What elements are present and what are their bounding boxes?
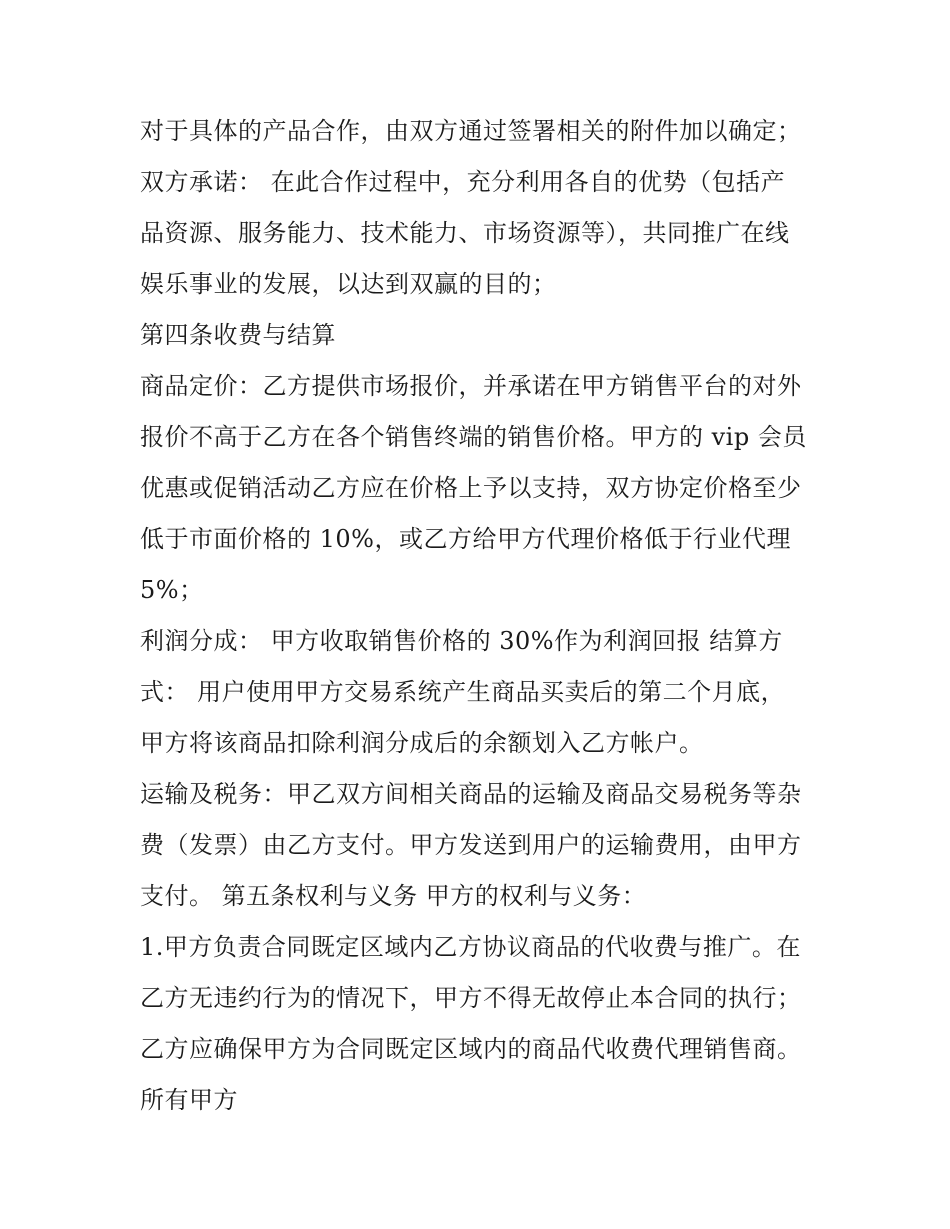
section-heading: 第四条收费与结算 [140, 321, 336, 349]
document-body [140, 106, 820, 1126]
text-line: 对于具体的产品合作，由双方通过签署相关的附件加以确定； [140, 117, 802, 145]
text-line: 娱乐事业的发展，以达到双赢的目的； [140, 270, 557, 298]
text-line: 双方承诺： 在此合作过程中，充分利用各自的优势（包括产 [140, 168, 786, 196]
text-line: 式： 用户使用甲方交易系统产生商品买卖后的第二个月底， [140, 678, 786, 706]
text-line: 5%； [140, 576, 204, 604]
text-line: 所有甲方 [140, 1086, 238, 1114]
text-line: 费（发票）由乙方支付。甲方发送到用户的运输费用，由甲方 [140, 831, 802, 859]
text-line: 甲方将该商品扣除利润分成后的余额划入乙方帐户。 [140, 729, 704, 757]
text-line: 乙方无违约行为的情况下，甲方不得无故停止本合同的执行； [140, 984, 802, 1012]
text-line: 运输及税务：甲乙双方间相关商品的运输及商品交易税务等杂 [140, 780, 802, 808]
text-line: 报价不高于乙方在各个销售终端的销售价格。甲方的 vip 会员 [140, 423, 807, 451]
text-line: 优惠或促销活动乙方应在价格上予以支持，双方协定价格至少 [140, 474, 802, 502]
text-line: 商品定价：乙方提供市场报价，并承诺在甲方销售平台的对外 [140, 372, 802, 400]
text-line: 利润分成： 甲方收取销售价格的 30%作为利润回报 结算方 [140, 627, 783, 655]
text-line: 乙方应确保甲方为合同既定区域内的商品代收费代理销售商。 [140, 1035, 802, 1063]
text-line: 低于市面价格的 10%，或乙方给甲方代理价格低于行业代理 [140, 525, 791, 553]
text-line: 品资源、服务能力、技术能力、市场资源等），共同推广在线 [140, 219, 790, 247]
text-line: 1.甲方负责合同既定区域内乙方协议商品的代收费与推广。在 [140, 933, 801, 961]
text-line: 支付。 第五条权利与义务 甲方的权利与义务： [140, 882, 647, 910]
